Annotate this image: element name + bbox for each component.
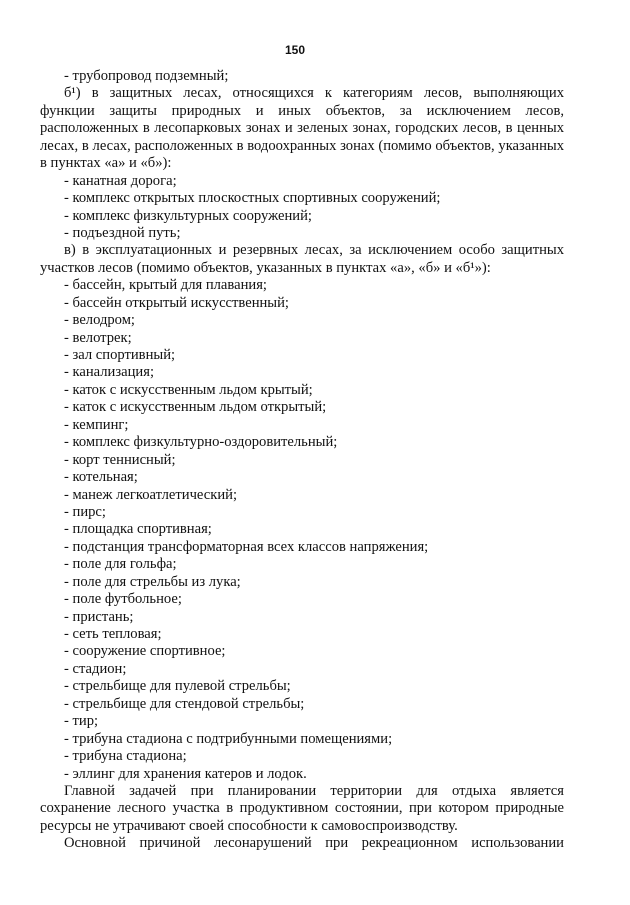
text-line: - сеть тепловая; [64,626,162,642]
text-line: - поле футбольное; [64,591,182,608]
text-line: - зал спортивный; [64,347,176,363]
text-line: - сооружение спортивное; [64,643,226,660]
text-line: лесах, в лесах, расположенных в водоохранных зонах (помимо объектов, указанных [40,137,564,154]
text-line: участков лесов (помимо объектов, указанных в пунктах «а», «б» и «б¹»): [40,259,491,276]
text-line: - бассейн, крытый для плавания; [64,277,267,294]
text-line: - комплекс открытых плоскостных спортивных сооружений; [64,190,441,207]
text-line: - комплекс физкультурно-оздоровительный; [64,434,338,451]
text-line: - стрельбище для пулевой стрельбы; [64,678,291,695]
text-line: ресурсы не утрачивают своей способности к самовоспроизводству. [40,817,458,834]
text-line: - стадион; [64,660,127,677]
text-line: - кемпинг; [64,416,129,433]
text-line: - комплекс физкультурных сооружений; [64,207,312,224]
text-line: - каток с искусственным льдом крытый; [64,381,313,398]
text-line: расположенных в лесопарковых зонах и зеленых зонах, городских лесов, в ценных [40,120,564,137]
text-line: Основной причиной лесонарушений при рекреационном использовании [64,835,564,852]
text-line: Главной задачей при планировании территории для отдыха является [64,782,564,799]
text-line: - трубопровод подземный; [64,68,229,84]
text-line: - канатная дорога; [64,172,177,189]
text-line: - пристань; [64,608,134,625]
text-line: - корт теннисный; [64,451,176,468]
text-line: - трибуна стадиона; [64,748,187,765]
text-line: - каток с искусственным льдом открытый; [64,399,327,416]
text-line: сохранение лесного участка в продуктивном состоянии, при котором природные [40,800,564,817]
text-line: - пирс; [64,503,106,520]
text-line: функции защиты природных и иных объектов, за исключением лесов, [40,102,564,119]
text-line: - подстанция трансформаторная всех классов напряжения; [64,538,429,555]
text-line: в) в эксплуатационных и резервных лесах, за исключением особо защитных [64,242,564,259]
text-line: - подъездной путь; [64,224,181,241]
body-text [40,68,564,853]
text-line: в пунктах «а» и «б»): [40,155,172,172]
text-line: - поле для гольфа; [64,556,177,573]
text-line: - площадка спортивная; [64,521,212,538]
text-line: - стрельбище для стендовой стрельбы; [64,695,305,712]
text-line: - трибуна стадиона с подтрибунными помещениями; [64,730,393,747]
text-line: - котельная; [64,469,138,486]
text-line: - велодром; [64,312,135,329]
page-number: 150 [284,43,306,57]
text-line: - канализация; [64,364,154,381]
text-line: - поле для стрельбы из лука; [64,573,241,590]
text-line: - эллинг для хранения катеров и лодок. [64,765,307,782]
text-line: б¹) в защитных лесах, относящихся к категориям лесов, выполняющих [64,85,564,102]
text-line: - манеж легкоатлетический; [64,486,238,503]
text-line: - велотрек; [64,329,132,346]
text-line: - тир; [64,713,99,730]
text-line: - бассейн открытый искусственный; [64,294,289,311]
